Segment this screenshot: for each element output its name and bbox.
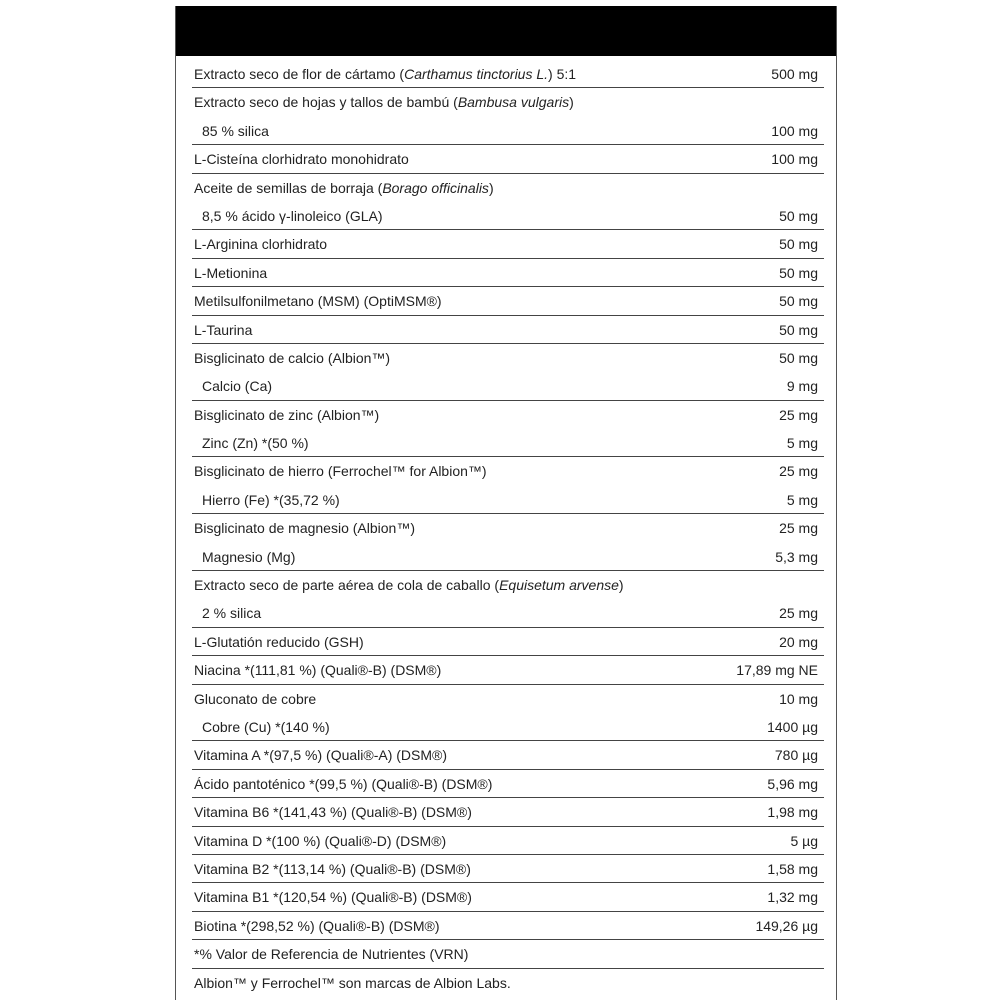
ingredient-name-text: Extracto seco de hojas y tallos de bambú (	[194, 94, 458, 111]
ingredient-name-text: Bisglicinato de magnesio (Albion™)	[194, 520, 415, 537]
ingredient-row	[192, 457, 824, 485]
ingredient-name-text: Zinc (Zn) *(50 %)	[202, 435, 309, 452]
ingredient-row	[192, 259, 824, 287]
ingredient-amount: 25 mg	[779, 463, 818, 480]
ingredient-name	[202, 719, 330, 735]
ingredient-row	[192, 741, 824, 769]
ingredient-name-text: Calcio (Ca)	[202, 378, 273, 395]
ingredient-amount: 780 µg	[774, 747, 818, 764]
ingredient-row	[192, 344, 824, 372]
ingredient-name	[194, 804, 472, 820]
ingredient-name	[202, 123, 269, 139]
ingredient-amount: 500 mg	[771, 66, 818, 82]
ingredient-name	[194, 747, 447, 763]
ingredient-row	[192, 940, 824, 968]
ingredient-amount: 9 mg	[786, 378, 818, 395]
ingredient-name-text: Albion™ y Ferrochel™ son marcas de Albion Labs.	[194, 974, 511, 991]
ingredient-list	[192, 60, 824, 997]
ingredient-amount: 5 mg	[786, 491, 818, 508]
ingredient-amount: 50 mg	[779, 349, 818, 366]
ingredient-name-text: Vitamina B2 *(113,14 %) (Quali®-B) (DSM®)	[194, 860, 471, 877]
ingredient-name-text: L-Metionina	[194, 264, 268, 281]
ingredient-amount: 149,26 µg	[755, 917, 818, 934]
latin-name: Bambusa vulgaris	[457, 94, 570, 111]
ingredient-row	[192, 827, 824, 855]
ingredient-row	[192, 60, 824, 88]
ingredient-name-text: Biotina *(298,52 %) (Quali®-B) (DSM®)	[194, 917, 440, 934]
ingredient-name-text: L-Taurina	[194, 321, 253, 338]
sub-ingredient-row	[192, 372, 824, 400]
ingredient-name	[194, 776, 492, 792]
ingredient-row	[192, 685, 824, 713]
ingredient-row	[192, 316, 824, 344]
ingredient-name	[194, 634, 364, 650]
ingredient-row	[192, 230, 824, 258]
ingredient-name-text: Metilsulfonilmetano (MSM) (OptiMSM®)	[194, 293, 442, 310]
ingredient-name-text: Hierro (Fe) *(35,72 %)	[202, 491, 340, 508]
ingredient-name	[194, 265, 267, 281]
ingredient-amount: 10 mg	[779, 690, 818, 707]
ingredient-row	[192, 514, 824, 542]
ingredient-name	[194, 946, 468, 962]
ingredient-name	[194, 691, 316, 707]
header-bar	[176, 6, 836, 56]
ingredient-name-text: Vitamina B1 *(120,54 %) (Quali®-B) (DSM®)	[194, 889, 472, 906]
ingredient-name	[202, 492, 340, 508]
latin-name: Borago officinalis	[382, 179, 489, 196]
ingredient-name-text: Magnesio (Mg)	[202, 548, 296, 565]
ingredient-name	[194, 293, 442, 309]
ingredient-name-text: Niacina *(111,81 %) (Quali®-B) (DSM®)	[194, 662, 442, 679]
ingredient-amount: 100 mg	[771, 151, 818, 168]
nutrition-panel	[175, 6, 837, 1000]
ingredient-name-text: 8,5 % ácido γ-linoleico (GLA)	[202, 207, 383, 224]
ingredient-name	[194, 236, 327, 252]
ingredient-row	[192, 656, 824, 684]
ingredient-amount: 5 µg	[790, 832, 818, 849]
ingredient-row	[192, 401, 824, 429]
ingredient-amount: 100 mg	[771, 122, 818, 139]
sub-ingredient-row	[192, 429, 824, 457]
ingredient-amount: 1400 µg	[767, 718, 818, 735]
sub-ingredient-row	[192, 599, 824, 627]
ingredient-name	[194, 577, 624, 593]
ingredient-name	[194, 520, 415, 536]
ingredient-name-suffix: )	[618, 577, 624, 594]
sub-ingredient-row	[192, 543, 824, 571]
ingredient-row	[192, 628, 824, 656]
ingredient-name-text: Vitamina D *(100 %) (Quali®-D) (DSM®)	[194, 832, 447, 849]
ingredient-amount: 1,32 mg	[767, 889, 818, 906]
ingredient-amount: 1,98 mg	[767, 804, 818, 821]
ingredient-name-text: *% Valor de Referencia de Nutrientes (VRN)	[194, 946, 469, 963]
latin-name: Carthamus tinctorius L.	[404, 66, 549, 82]
ingredient-name	[194, 322, 252, 338]
ingredient-row	[192, 88, 824, 116]
sub-ingredient-row	[192, 117, 824, 145]
ingredient-row	[192, 912, 824, 940]
ingredient-name	[194, 861, 471, 877]
ingredient-amount: 1,58 mg	[767, 860, 818, 877]
ingredient-name-text: Extracto seco de parte aérea de cola de caballo (	[194, 577, 500, 594]
ingredient-row	[192, 770, 824, 798]
ingredient-name	[194, 889, 472, 905]
ingredient-name	[194, 94, 574, 110]
ingredient-amount: 5,96 mg	[767, 775, 818, 792]
ingredient-name-text: Vitamina A *(97,5 %) (Quali®-A) (DSM®)	[194, 747, 447, 764]
ingredient-amount: 17,89 mg NE	[736, 662, 818, 679]
ingredient-name	[194, 407, 379, 423]
ingredient-name	[194, 833, 446, 849]
ingredient-name-text: Gluconato de cobre	[194, 690, 317, 707]
ingredient-name	[194, 918, 439, 934]
ingredient-name	[202, 378, 272, 394]
ingredient-amount: 25 mg	[779, 406, 818, 423]
ingredient-row	[192, 855, 824, 883]
ingredient-name-text: Aceite de semillas de borraja (	[194, 179, 383, 196]
ingredient-name-text: L-Arginina clorhidrato	[194, 236, 328, 253]
ingredient-name-text: Cobre (Cu) *(140 %)	[202, 718, 330, 735]
ingredient-name-suffix: )	[569, 94, 574, 111]
ingredient-name-text: Ácido pantoténico *(99,5 %) (Quali®-B) (DSM®)	[194, 775, 493, 792]
ingredient-amount: 5 mg	[786, 435, 818, 452]
ingredient-name-suffix: ) 5:1	[548, 66, 577, 82]
ingredient-name	[202, 435, 309, 451]
ingredient-amount: 25 mg	[779, 605, 818, 622]
ingredient-name-text: Bisglicinato de calcio (Albion™)	[194, 349, 391, 366]
ingredient-name	[194, 151, 409, 167]
sub-ingredient-row	[192, 202, 824, 230]
ingredient-name-text: 2 % silica	[202, 605, 262, 622]
ingredient-row	[192, 174, 824, 202]
ingredient-row	[192, 883, 824, 911]
ingredient-amount: 20 mg	[779, 633, 818, 650]
ingredient-amount: 50 mg	[779, 293, 818, 310]
sub-ingredient-row	[192, 486, 824, 514]
ingredient-name-text: Bisglicinato de hierro (Ferrochel™ for Albion™)	[194, 463, 487, 480]
ingredient-name-text: Vitamina B6 *(141,43 %) (Quali®-B) (DSM®)	[194, 804, 472, 821]
ingredient-name	[202, 605, 261, 621]
sub-ingredient-row	[192, 713, 824, 741]
ingredient-name	[194, 975, 511, 991]
ingredient-amount: 5,3 mg	[775, 548, 818, 565]
ingredient-name	[194, 66, 576, 82]
ingredient-amount: 50 mg	[779, 236, 818, 253]
ingredient-name-suffix: )	[488, 179, 494, 196]
ingredient-name	[194, 662, 441, 678]
latin-name: Equisetum arvense	[499, 577, 619, 594]
ingredient-name	[194, 350, 390, 366]
ingredient-name-text: L-Cisteína clorhidrato monohidrato	[194, 151, 409, 168]
ingredient-name	[202, 549, 295, 565]
ingredient-row	[192, 969, 824, 997]
ingredient-row	[192, 145, 824, 173]
ingredient-row	[192, 571, 824, 599]
ingredient-amount: 50 mg	[779, 207, 818, 224]
ingredient-name	[194, 463, 487, 479]
ingredient-amount: 50 mg	[779, 321, 818, 338]
ingredient-amount: 25 mg	[779, 520, 818, 537]
ingredient-name	[194, 180, 494, 196]
ingredient-name	[202, 208, 383, 224]
ingredient-row	[192, 287, 824, 315]
ingredient-name-text: Bisglicinato de zinc (Albion™)	[194, 406, 380, 423]
ingredient-name-text: 85 % silica	[202, 122, 269, 139]
ingredient-name-text: L-Glutatión reducido (GSH)	[194, 633, 364, 650]
ingredient-row	[192, 798, 824, 826]
ingredient-amount: 50 mg	[779, 264, 818, 281]
ingredient-name-text: Extracto seco de flor de cártamo (	[194, 66, 405, 82]
